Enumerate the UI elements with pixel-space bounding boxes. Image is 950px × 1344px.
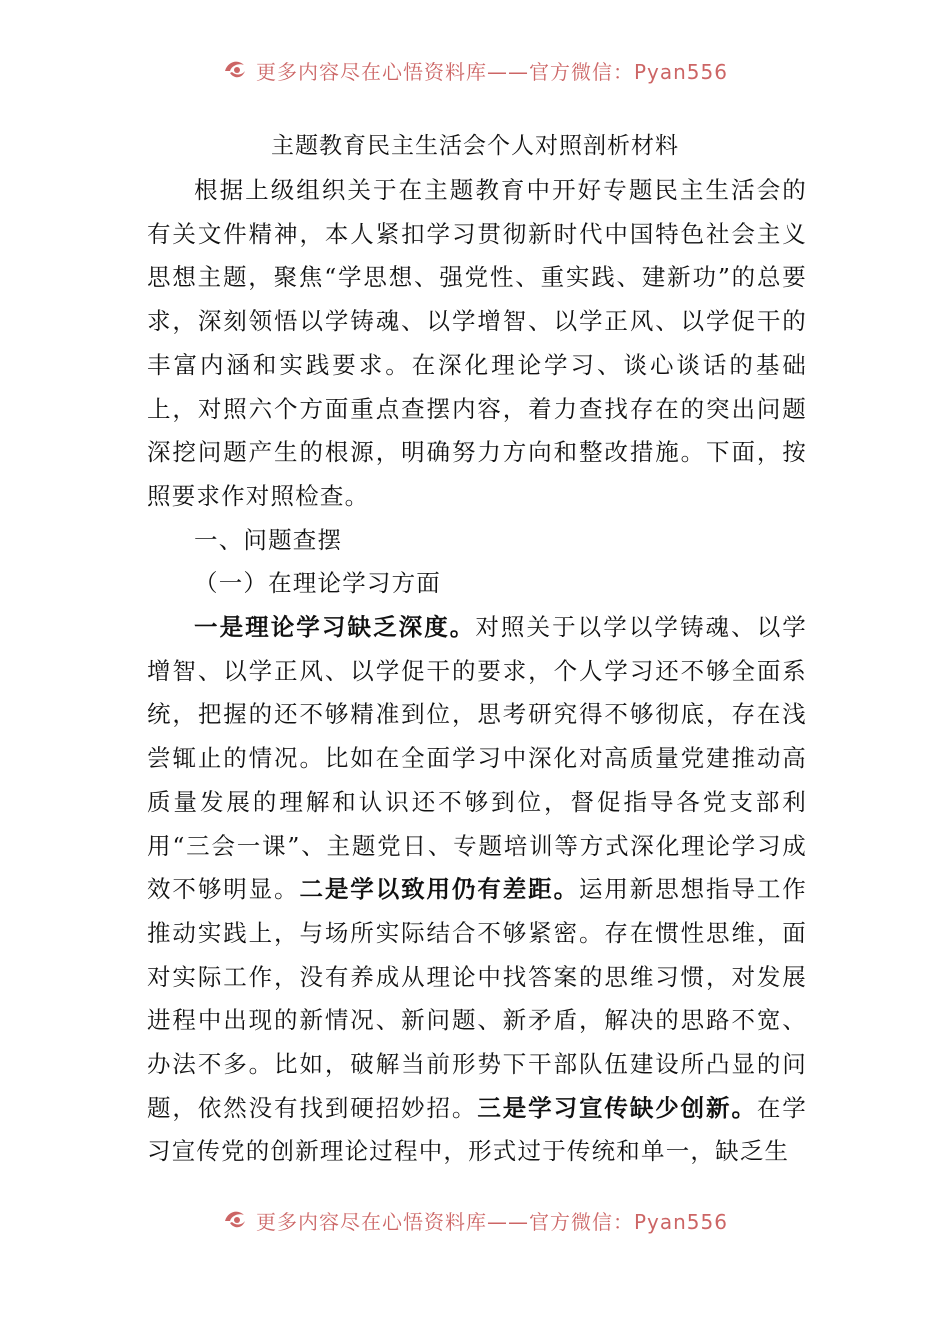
watermark-bottom	[0, 1200, 950, 1240]
watermark-text: 更多内容尽在心悟资料库——官方微信：Pyan556	[255, 1209, 728, 1234]
watermark-top	[0, 50, 950, 90]
intro-paragraph: 根据上级组织关于在主题教育中开好专题民主生活会的有关文件精神，本人紧扣学习贯彻新时代中国特色社会主义思想主题，聚焦“学思想、强党性、重实践、建新功”的总要求，深刻领悟以学铸魂、以学增智、以学正风、以学促干的丰富内涵和实践要求。在深化理论学习、谈心谈话的基础上，对照六个方面重点查摆内容，着力查找存在的突出问题深挖问题产生的根源，明确努力方向和整改措施。下面，按照要求作对照检查。	[147, 176, 807, 510]
watermark-logo-icon	[222, 1207, 248, 1233]
document-body	[147, 169, 807, 1174]
point-two-heading: 二是学以致用仍有差距。	[299, 875, 579, 904]
watermark-text: 更多内容尽在心悟资料库——官方微信：Pyan556	[255, 59, 728, 84]
point-one-text: 对照关于以学以学铸魂、以学增智、以学正风、以学促干的要求，个人学习还不够全面系统，把握的还不够精准到位，思考研究得不够彻底，存在浅尝辄止的情况。比如在全面学习中深化对高质量党建推动高质量发展的理解和认识还不够到位，督促指导各党支部利用“三会一课”、主题党日、专题培训等方式深化理论学习成效不够明显。	[147, 613, 807, 904]
point-one-heading: 一是理论学习缺乏深度。	[194, 613, 476, 642]
point-two-text: 运用新思想指导工作推动实践上，与场所实际结合不够紧密。存在惯性思维，面对实际工作，没有养成从理论中找答案的思维习惯，对发展进程中出现的新情况、新问题、新矛盾，解决的思路不宽、办法不多。比如，破解当前形势下干部队伍建设所凸显的问题，依然没有找到硬招妙招。	[147, 875, 807, 1122]
point-three-heading: 三是学习宣传缺少创新。	[477, 1093, 757, 1122]
section-heading-1: 一、问题查摆	[194, 525, 343, 554]
watermark-logo-icon	[222, 57, 248, 83]
page-title: 主题教育民主生活会个人对照剖析材料	[271, 133, 679, 159]
point-three-text: 在学习宣传党的创新理论过程中，形式过于传统和单一，缺乏生	[147, 1093, 808, 1166]
theory-study-paragraph	[147, 606, 807, 1174]
subsection-heading-1: （一）在理论学习方面	[194, 569, 441, 598]
